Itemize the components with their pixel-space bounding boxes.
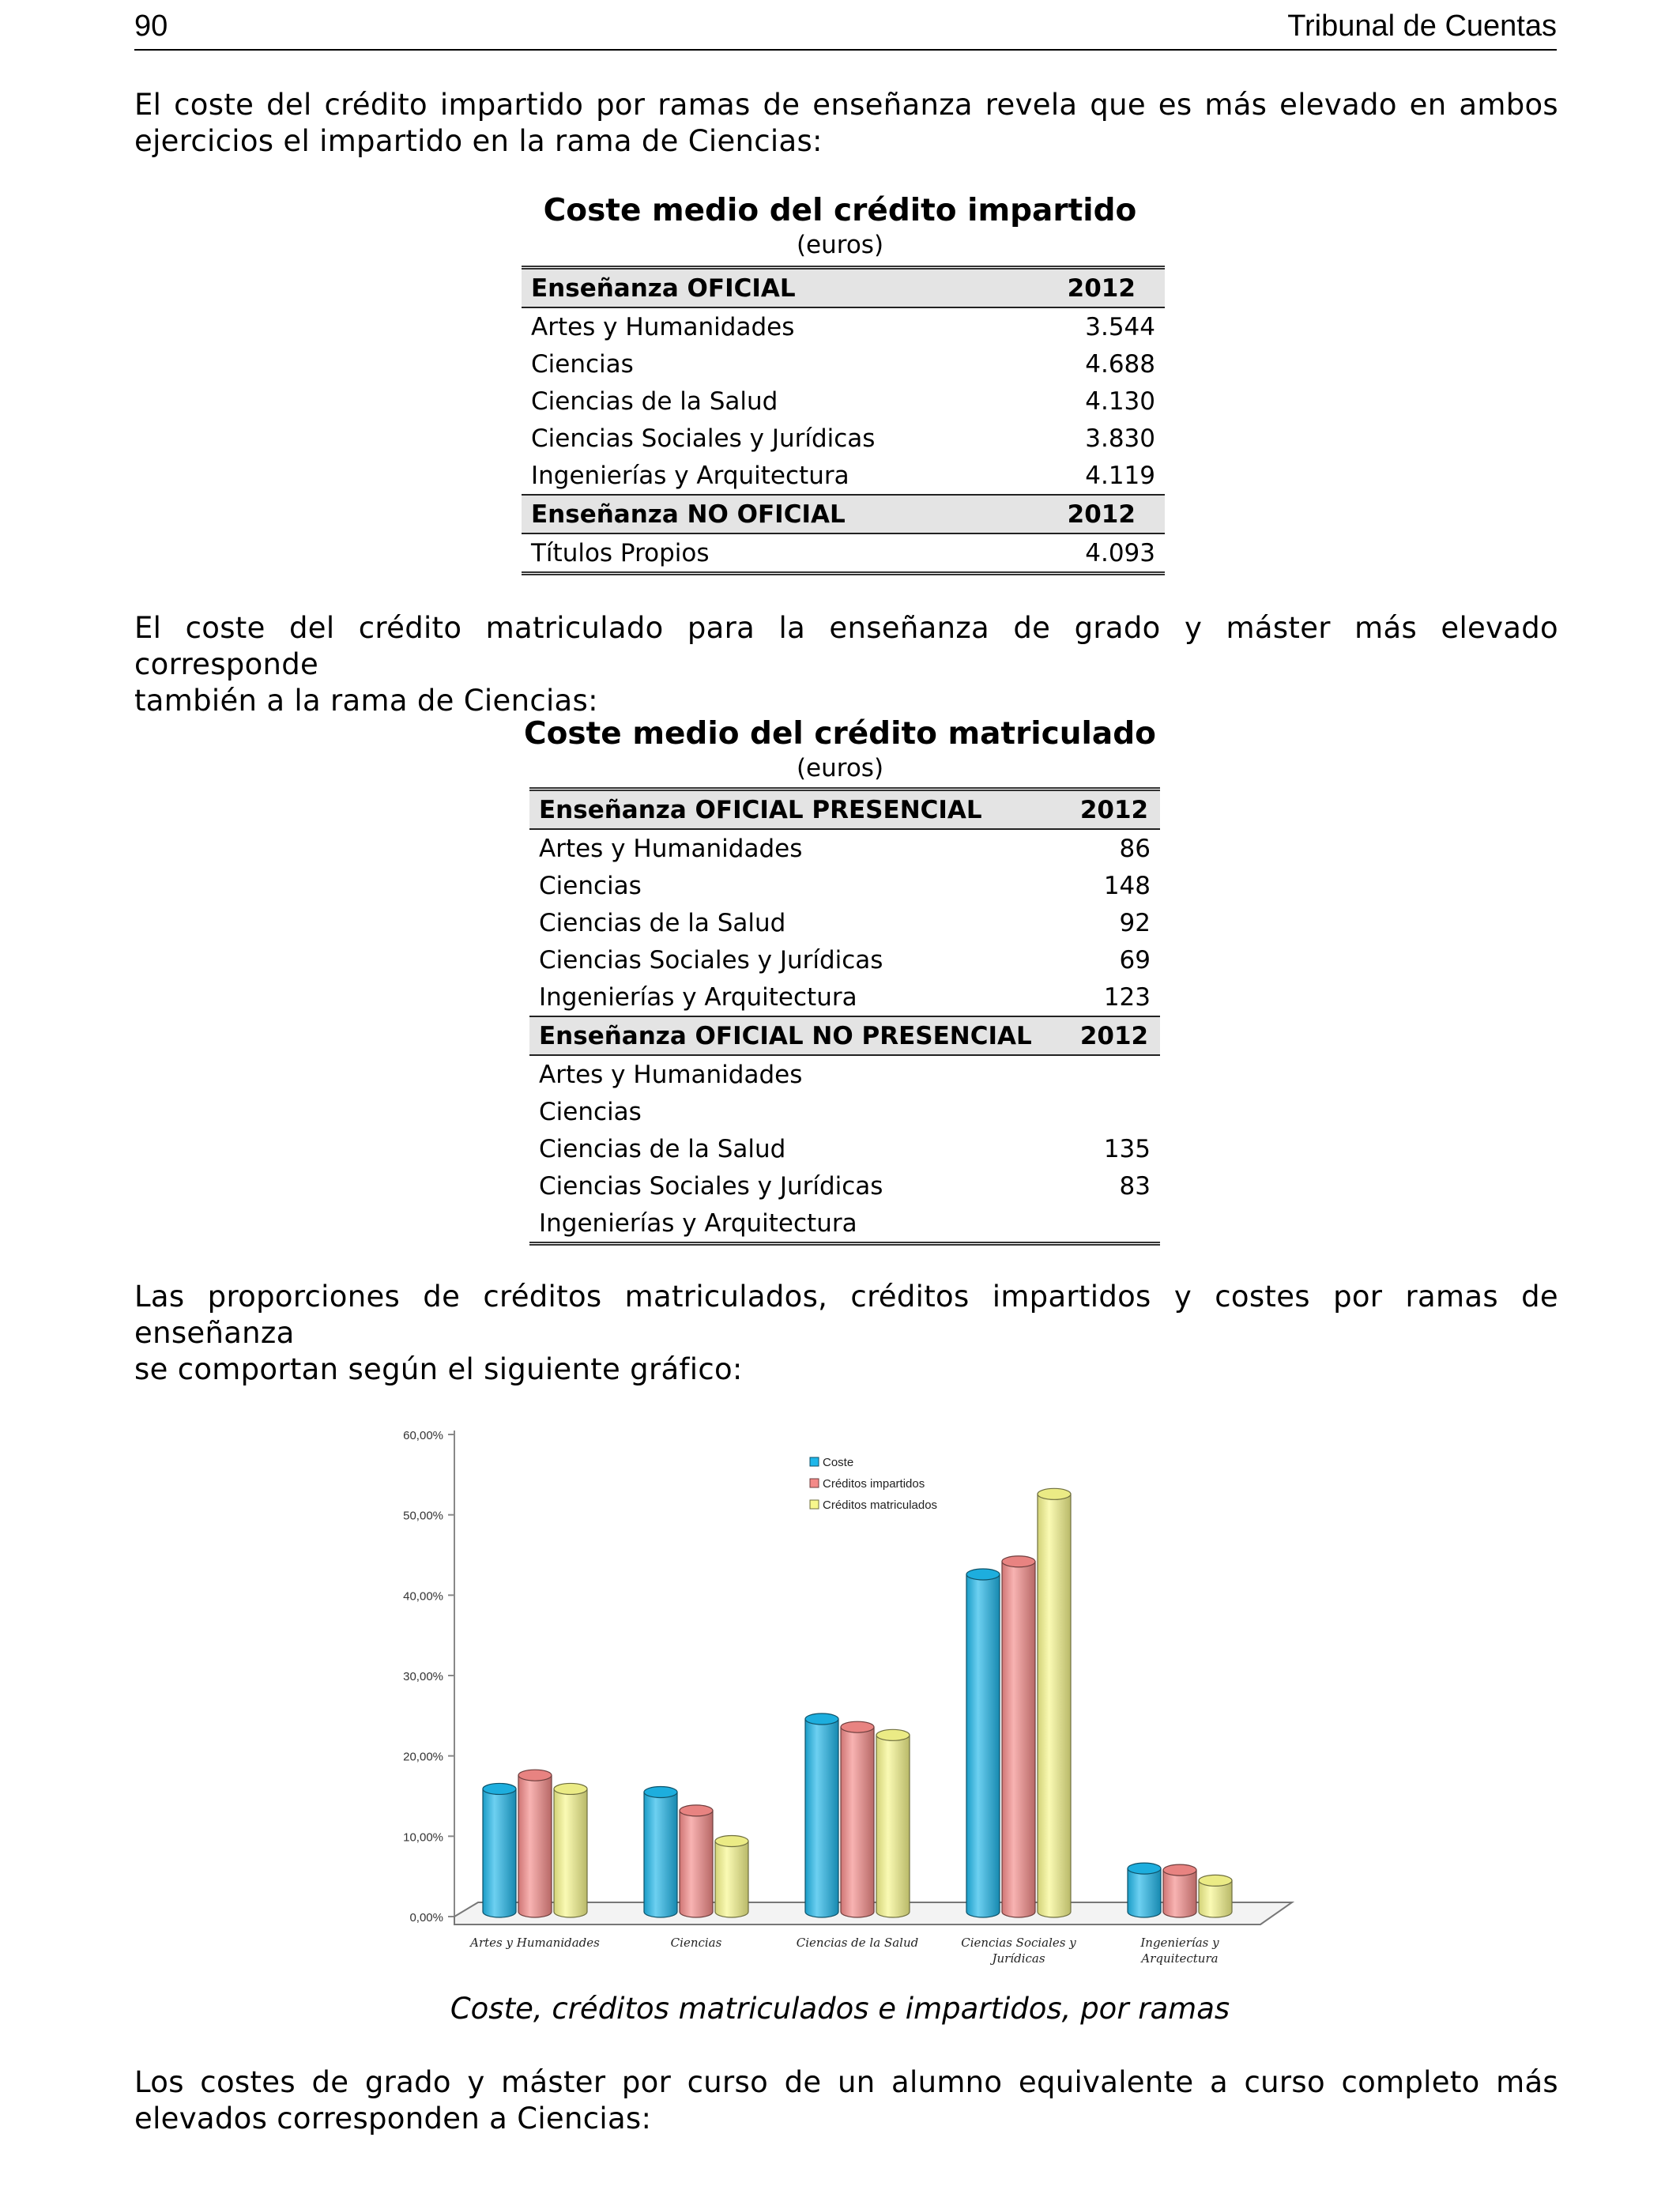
y-tick-label: 60,00% xyxy=(403,1429,443,1442)
row-value: 4.119 xyxy=(1085,461,1155,490)
legend-swatch-1 xyxy=(810,1479,819,1487)
paragraph-line: ejercicios el impartido en la rama de Ciencias: xyxy=(134,124,823,158)
page-header xyxy=(134,9,1557,51)
table-row xyxy=(522,345,1165,383)
paragraph-line: se comportan según el siguiente gráfico: xyxy=(134,1352,743,1386)
y-tick-label: 30,00% xyxy=(403,1670,443,1683)
table-coste-impartido xyxy=(522,266,1165,575)
bar-top-0-4 xyxy=(1128,1863,1161,1874)
row-value: 123 xyxy=(1103,982,1151,1012)
row-label: Ciencias de la Salud xyxy=(539,1134,786,1163)
row-value: 92 xyxy=(1119,908,1151,937)
bar-top-1-3 xyxy=(1002,1556,1035,1567)
row-label: Ciencias de la Salud xyxy=(531,386,778,416)
row-value: 83 xyxy=(1119,1171,1151,1201)
row-value xyxy=(1068,1055,1160,1093)
paragraph-line: Las proporciones de créditos matriculados, créditos impartidos y costes por ramas de enseñanza xyxy=(134,1280,1558,1350)
y-tick-label: 0,00% xyxy=(409,1911,443,1924)
paragraph-line: El coste del crédito matriculado para la enseñanza de grado y máster más elevado corresponde xyxy=(134,611,1558,681)
bar-1-2 xyxy=(841,1727,874,1917)
table-row xyxy=(529,867,1160,904)
bar-top-0-3 xyxy=(966,1569,1000,1580)
row-value: 4.130 xyxy=(1085,386,1155,416)
table-row xyxy=(522,383,1165,420)
x-category-label: Ciencias xyxy=(670,1936,722,1950)
legend-label-2: Créditos matriculados xyxy=(823,1498,938,1512)
bar-chart-ramas xyxy=(363,1399,1328,1968)
row-label: Ciencias xyxy=(531,349,634,379)
row-label: Artes y Humanidades xyxy=(539,834,803,863)
table-row xyxy=(529,1204,1160,1244)
paragraph-intro-costes-alumno xyxy=(134,2064,1558,2137)
y-tick-label: 40,00% xyxy=(403,1589,443,1604)
table-row xyxy=(529,978,1160,1016)
x-category-label: Arquitectura xyxy=(1141,1951,1219,1966)
table-row xyxy=(529,941,1160,978)
bar-top-2-2 xyxy=(876,1729,910,1740)
row-value xyxy=(1068,1204,1160,1244)
bar-2-0 xyxy=(554,1789,587,1917)
bar-top-1-1 xyxy=(680,1805,713,1816)
table-section-header xyxy=(522,268,1165,308)
row-value: 135 xyxy=(1103,1134,1151,1163)
table-row xyxy=(522,457,1165,495)
section-year: 2012 xyxy=(1068,1016,1160,1055)
section-heading: Enseñanza OFICIAL NO PRESENCIAL xyxy=(529,1016,1068,1055)
row-label: Ciencias Sociales y Jurídicas xyxy=(539,945,883,974)
row-label: Ciencias xyxy=(539,871,642,900)
paragraph-intro-matriculado xyxy=(134,610,1558,719)
row-label: Ciencias Sociales y Jurídicas xyxy=(531,424,876,453)
bar-2-2 xyxy=(876,1735,910,1917)
table-coste-matriculado xyxy=(529,787,1160,1246)
row-value: 3.544 xyxy=(1085,312,1155,341)
bar-top-1-0 xyxy=(518,1770,552,1781)
paragraph-line: El coste del crédito impartido por ramas de enseñanza revela que es más elevado en ambos xyxy=(134,88,1558,122)
bar-0-4 xyxy=(1128,1868,1161,1917)
table-row xyxy=(522,307,1165,345)
bar-top-2-3 xyxy=(1038,1488,1071,1499)
legend-label-0: Coste xyxy=(823,1456,854,1469)
row-label: Ingenierías y Arquitectura xyxy=(539,982,857,1012)
row-label: Ingenierías y Arquitectura xyxy=(529,1204,1068,1244)
table-row xyxy=(529,1055,1160,1093)
bar-0-3 xyxy=(966,1574,1000,1917)
legend-swatch-2 xyxy=(810,1500,819,1509)
table-row xyxy=(522,533,1165,574)
row-label: Títulos Propios xyxy=(522,533,1038,574)
bar-top-2-4 xyxy=(1199,1875,1232,1886)
row-value: 4.093 xyxy=(1038,533,1165,574)
table-section-header xyxy=(529,1016,1160,1055)
table-section-header xyxy=(529,790,1160,830)
section-heading: Enseñanza OFICIAL PRESENCIAL xyxy=(529,790,1068,830)
bar-top-0-1 xyxy=(644,1787,677,1798)
row-value: 148 xyxy=(1103,871,1151,900)
bar-top-2-0 xyxy=(554,1783,587,1794)
bar-top-0-0 xyxy=(483,1783,516,1794)
paragraph-intro-grafico xyxy=(134,1279,1558,1388)
x-category-label: Artes y Humanidades xyxy=(470,1936,600,1950)
table-row xyxy=(529,1130,1160,1167)
row-value xyxy=(1068,1093,1160,1130)
table-row xyxy=(529,1167,1160,1204)
bar-0-1 xyxy=(644,1793,677,1917)
table2-subtitle: (euros) xyxy=(796,754,884,782)
table-row xyxy=(529,829,1160,867)
table1-title: Coste medio del crédito impartido xyxy=(543,193,1137,228)
row-value: 4.688 xyxy=(1085,349,1155,379)
row-label: Ciencias de la Salud xyxy=(539,908,786,937)
table-row xyxy=(522,420,1165,457)
bar-0-0 xyxy=(483,1789,516,1917)
section-year: 2012 xyxy=(1068,790,1160,830)
row-value: 86 xyxy=(1119,834,1151,863)
paragraph-intro-impartido xyxy=(134,87,1558,160)
bar-1-0 xyxy=(518,1775,552,1917)
x-category-label: Ciencias Sociales y xyxy=(961,1936,1076,1950)
paragraph-line: Los costes de grado y máster por curso de un alumno equivalente a curso completo más xyxy=(134,2065,1558,2099)
section-heading: Enseñanza OFICIAL xyxy=(522,268,1038,308)
paragraph-line: también a la rama de Ciencias: xyxy=(134,684,598,718)
bar-1-1 xyxy=(680,1811,713,1917)
paragraph-line: elevados corresponden a Ciencias: xyxy=(134,2102,652,2136)
table2-title: Coste medio del crédito matriculado xyxy=(524,716,1156,752)
section-year: 2012 xyxy=(1038,495,1165,533)
table-row xyxy=(529,1093,1160,1130)
y-tick-label: 20,00% xyxy=(403,1750,443,1764)
table-row xyxy=(529,904,1160,941)
x-category-label: Ingenierías y xyxy=(1140,1936,1219,1950)
table1-subtitle: (euros) xyxy=(796,231,884,259)
row-label: Artes y Humanidades xyxy=(539,1060,803,1089)
row-label: Artes y Humanidades xyxy=(531,312,795,341)
row-value: 3.830 xyxy=(1085,424,1155,453)
x-category-label: Ciencias de la Salud xyxy=(796,1936,919,1950)
row-value: 69 xyxy=(1119,945,1151,974)
chart-caption: Coste, créditos matriculados e impartidos, por ramas xyxy=(450,1992,1230,2026)
bar-2-1 xyxy=(715,1842,748,1917)
section-heading: Enseñanza NO OFICIAL xyxy=(522,495,1038,533)
legend-label-1: Créditos impartidos xyxy=(823,1477,925,1491)
row-label: Ciencias xyxy=(539,1097,642,1126)
bar-1-3 xyxy=(1002,1562,1035,1917)
bar-2-3 xyxy=(1038,1494,1071,1917)
section-year: 2012 xyxy=(1038,268,1165,308)
row-label: Ingenierías y Arquitectura xyxy=(531,461,849,490)
legend-swatch-0 xyxy=(810,1457,819,1466)
table-section-header xyxy=(522,495,1165,533)
y-tick-label: 10,00% xyxy=(403,1830,443,1845)
publisher-name: Tribunal de Cuentas xyxy=(1287,9,1557,43)
x-category-label: Jurídicas xyxy=(992,1951,1045,1966)
bar-0-2 xyxy=(805,1719,838,1917)
bar-top-1-2 xyxy=(841,1721,874,1732)
bar-top-2-1 xyxy=(715,1836,748,1847)
bar-top-0-2 xyxy=(805,1713,838,1725)
y-tick-label: 50,00% xyxy=(403,1509,443,1523)
bar-top-1-4 xyxy=(1163,1864,1196,1875)
row-label: Ciencias Sociales y Jurídicas xyxy=(539,1171,883,1201)
page-number: 90 xyxy=(134,9,168,43)
bar-1-4 xyxy=(1163,1870,1196,1917)
